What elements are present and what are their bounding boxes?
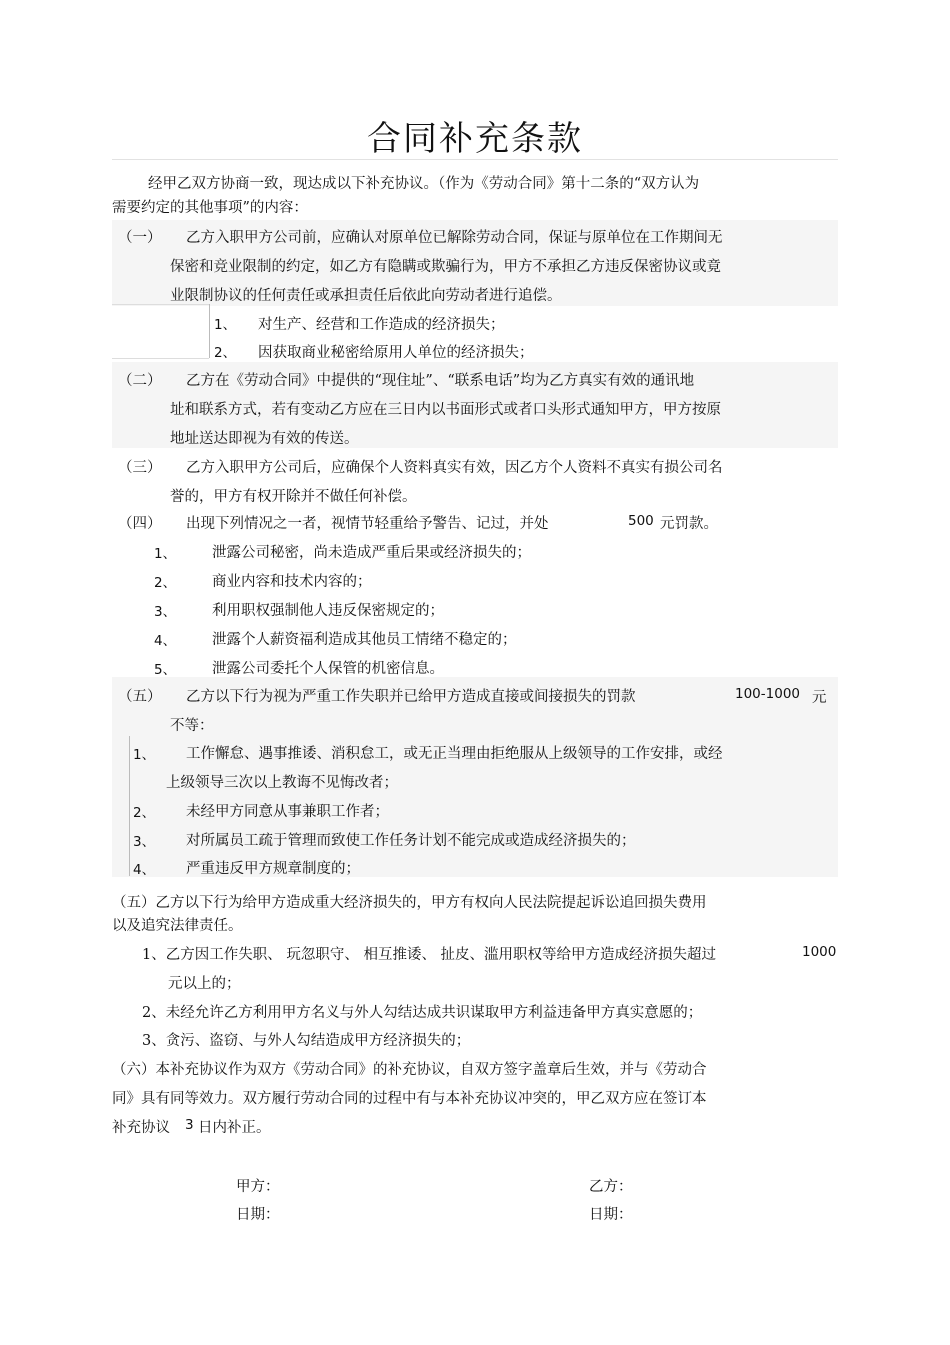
section-1-list-border-left (209, 304, 210, 358)
section-5b-item-1-amount: 1000 (802, 944, 837, 960)
section-4-fine-amount: 500 (628, 513, 654, 529)
page-title: 合同补充条款 (367, 118, 583, 159)
section-5b-line-1: （五）乙方以下行为给甲方造成重大经济损失的，甲方有权向人民法院提起诉讼追回损失费用 (112, 895, 707, 911)
section-2-line-3: 地址送达即视为有效的传送。 (170, 431, 359, 447)
section-6-line-2: 同》具有同等效力。双方履行劳动合同的过程中有与本补充协议冲突的，甲乙双方应在签订本 (112, 1091, 707, 1107)
section-5-item-3-text: 对所属员工疏于管理而致使工作任务计划不能完成或造成经济损失的； (186, 833, 636, 849)
section-5-item-3-number: 3、 (133, 834, 156, 850)
section-1-item-1-number: 1、 (214, 317, 237, 333)
section-6-line-1: （六）本补充协议作为双方《劳动合同》的补充协议，自双方签字盖章后生效，并与《劳动合 (112, 1062, 707, 1078)
section-4-item-2-text: 商业内容和技术内容的； (212, 574, 372, 590)
section-4-item-4-text: 泄露个人薪资福利造成其他员工情绪不稳定的； (212, 632, 517, 648)
section-5-item-4-number: 4、 (133, 862, 156, 878)
section-5-item-4-text: 严重违反甲方规章制度的； (186, 861, 360, 877)
section-1-line-2: 保密和竞业限制的约定，如乙方有隐瞒或欺骗行为，甲方不承担乙方违反保密协议或竟 (170, 259, 721, 275)
section-5b-item-1-cont: 元以上的； (168, 976, 241, 992)
party-b-date-label: 日期： (589, 1207, 633, 1223)
party-b-label: 乙方： (589, 1179, 633, 1195)
section-5-item-2-text: 未经甲方同意从事兼职工作者； (186, 804, 389, 820)
section-4-item-5-text: 泄露公司委托个人保管的机密信息。 (212, 661, 444, 677)
section-5b-line-2: 以及追究法律责任。 (112, 918, 243, 934)
section-1-line-3: 业限制协议的任何责任或承担责任后依此向劳动者进行追偿。 (170, 288, 562, 304)
section-4-item-2-number: 2、 (154, 575, 177, 591)
section-4-fine-tail: 元罚款。 (660, 516, 718, 532)
section-1-line-1: 乙方入职甲方公司前，应确认对原单位已解除劳动合同，保证与原单位在工作期间无 (186, 230, 723, 246)
intro-line-2: 需要约定的其他事项”的内容： (112, 200, 308, 216)
section-1-list-border-bottom (112, 358, 209, 359)
section-5-item-1-cont: 上级领导三次以上教诲不见悔改者； (166, 775, 398, 791)
section-3-number: （三） (118, 460, 162, 476)
section-1-item-2-number: 2、 (214, 345, 237, 361)
section-5-fine-amount: 100-1000 (735, 686, 800, 702)
party-a-label: 甲方： (236, 1179, 280, 1195)
section-5-list-border (129, 736, 130, 876)
section-4-number: （四） (118, 516, 162, 532)
section-5-fine-unit: 元 (812, 690, 827, 706)
top-divider (112, 159, 838, 160)
section-4-item-3-number: 3、 (154, 604, 177, 620)
section-6-line-3a: 补充协议 (112, 1120, 170, 1136)
section-5-item-2-number: 2、 (133, 805, 156, 821)
section-2-line-2: 址和联系方式，若有变动乙方应在三日内以书面形式或者口头形式通知甲方，甲方按原 (170, 402, 721, 418)
section-5-text: 乙方以下行为视为严重工作失职并已给甲方造成直接或间接损失的罚款 (186, 689, 636, 705)
section-2-line-1: 乙方在《劳动合同》中提供的“现住址”、“联系电话”均为乙方真实有效的通讯地 (186, 373, 695, 389)
section-4-item-1-text: 泄露公司秘密，尚未造成严重后果或经济损失的； (212, 545, 531, 561)
section-6-line-3-number: 3 (185, 1117, 194, 1133)
section-5-item-1-text: 工作懈怠、遇事推诿、消积怠工，或无正当理由拒绝服从上级领导的工作安排，或经 (186, 746, 723, 762)
intro-line-1: 经甲乙双方协商一致，现达成以下补充协议。（作为《劳动合同》第十二条的“双方认为 (148, 176, 700, 192)
party-a-date-label: 日期： (236, 1207, 280, 1223)
section-4-text: 出现下列情况之一者，视情节轻重给予警告、记过，并处 (186, 516, 549, 532)
section-5-item-1-number: 1、 (133, 747, 156, 763)
section-5-number: （五） (118, 689, 162, 705)
section-6-line-3b: 日内补正。 (198, 1120, 271, 1136)
section-2-number: （二） (118, 373, 162, 389)
section-1-list-border-top (112, 304, 209, 305)
section-5b-item-2: 2、未经允许乙方利用甲方名义与外人勾结达成共识谋取甲方利益违备甲方真实意愿的； (142, 1005, 703, 1021)
section-5b-item-1: 1、乙方因工作失职、 玩忽职守、 相互推诿、 扯皮、滥用职权等给甲方造成经济损失超过 (142, 947, 717, 963)
section-4-item-5-number: 5、 (154, 662, 177, 678)
section-1-number: （一） (118, 230, 162, 246)
section-4-item-3-text: 利用职权强制他人违反保密规定的； (212, 603, 444, 619)
section-1-item-2-text: 因获取商业秘密给原用人单位的经济损失； (258, 345, 534, 361)
section-1-item-1-text: 对生产、经营和工作造成的经济损失； (258, 317, 505, 333)
section-5b-item-3: 3、贪污、盗窃、与外人勾结造成甲方经济损失的； (142, 1033, 471, 1049)
section-3-line-2: 誉的，甲方有权开除并不做任何补偿。 (170, 489, 417, 505)
section-4-item-4-number: 4、 (154, 633, 177, 649)
section-3-line-1: 乙方入职甲方公司后，应确保个人资料真实有效，因乙方个人资料不真实有损公司名 (186, 460, 723, 476)
section-4-item-1-number: 1、 (154, 546, 177, 562)
section-5-line-2: 不等： (170, 718, 214, 734)
